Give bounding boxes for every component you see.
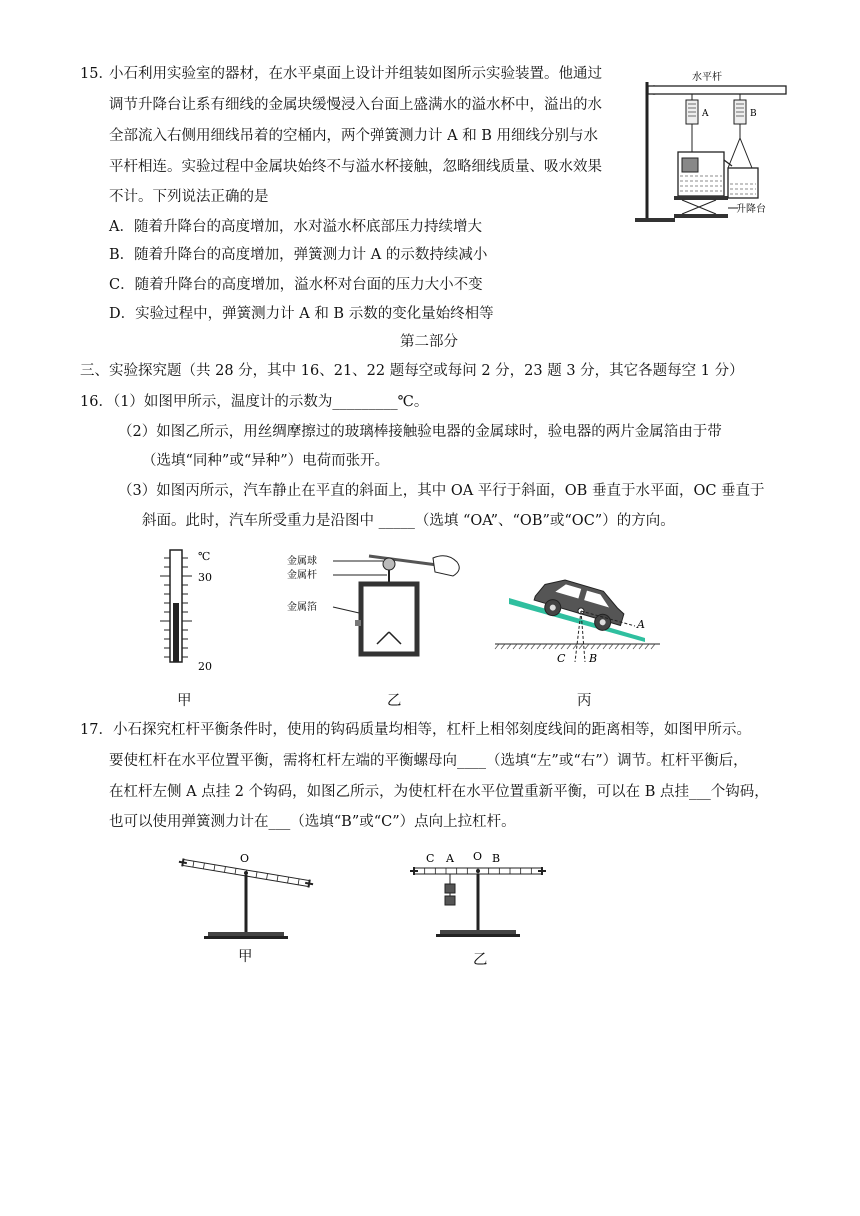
- electroscope-figure: [285, 548, 475, 660]
- q15-line-1: 小石利用实验室的器材，在水平桌面上设计并组装如图所示实验装置。他通过: [109, 66, 602, 82]
- weight-2: [445, 896, 455, 905]
- thermo-tick-20: 20: [198, 660, 212, 673]
- q15-number: 15．: [80, 66, 113, 82]
- fig16-caption-bing: 丙: [577, 693, 592, 709]
- label-foil: 金属箔: [287, 602, 317, 613]
- spring-b-label: B: [750, 109, 757, 119]
- label-b: B: [589, 652, 598, 665]
- q15-line-3: 全部流入右侧用细线吊着的空桶内，两个弹簧测力计 A 和 B 用细线分别与水: [109, 128, 599, 144]
- q17-line-2: 要使杠杆在水平位置平衡，需将杠杆左端的平衡螺母向____（选填“左”或“右”）调节。杠杆平衡后，: [109, 753, 748, 769]
- label-c: C: [557, 652, 566, 665]
- lever-yi-figure: [406, 846, 556, 944]
- q15-line-2: 调节升降台让系有细线的金属块缓慢浸入台面上盛满水的溢水杯中，溢出的水: [109, 97, 602, 113]
- q16-line-4: （3）如图丙所示，汽车静止在平直的斜面上，其中 OA 平行于斜面，OB 垂直于水平面，OC 垂直于: [118, 483, 765, 499]
- q17-line-3: 在杠杆左侧 A 点挂 2 个钩码，如图乙所示，为使杠杆在水平位置重新平衡，可以在 B 点挂___个钩码，: [109, 784, 769, 800]
- q16-line-3: （选填“同种”或“异种”）电荷而张开。: [142, 453, 390, 469]
- q17-line-1: 17．小石探究杠杆平衡条件时，使用的钩码质量均相等，杠杆上相邻刻度线间的距离相等，如图甲所示。: [80, 722, 751, 738]
- q17-line-4: 也可以使用弹簧测力计在___（选填“B”或“C”）点向上拉杠杆。: [109, 814, 516, 830]
- thermometer-figure: [150, 546, 220, 676]
- bar-label: 水平杆: [692, 72, 722, 83]
- label-ball: 金属球: [287, 556, 317, 567]
- label-a: A: [637, 618, 645, 631]
- fig16-caption-yi: 乙: [387, 693, 402, 709]
- lever-yi-label-o: O: [473, 850, 483, 863]
- platform-label: 升降台: [736, 204, 766, 215]
- incline-car-figure: [495, 570, 665, 670]
- q15-option-a: A．随着升降台的高度增加，水对溢水杯底部压力持续增大: [109, 219, 482, 235]
- mercury-column: [173, 603, 179, 662]
- q15-option-d: D．实验过程中，弹簧测力计 A 和 B 示数的变化量始终相等: [109, 306, 494, 322]
- lever-yi-label-a: A: [446, 852, 454, 865]
- lever-yi-label-b: B: [492, 852, 501, 865]
- thermo-tick-30: 30: [198, 571, 212, 584]
- lever-jia-figure: [176, 850, 326, 945]
- q16-line-2: （2）如图乙所示，用丝绸摩擦过的玻璃棒接触验电器的金属球时，验电器的两片金属箔由于带: [118, 424, 722, 440]
- q15-line-5: 不计。下列说法正确的是: [109, 189, 269, 205]
- q15-option-c: C．随着升降台的高度增加，溢水杯对台面的压力大小不变: [109, 277, 483, 293]
- thermo-unit: ℃: [198, 550, 211, 563]
- weight-1: [445, 884, 455, 893]
- section3-title: 三、实验探究题（共 28 分，其中 16、21、22 题每空或每问 2 分，23 题 3 分，其它各题每空 1 分）: [80, 363, 744, 379]
- fig17-caption-yi: 乙: [473, 952, 488, 968]
- fig16-caption-jia: 甲: [177, 693, 192, 709]
- lever-yi-label-c: C: [426, 852, 435, 865]
- q15-option-b: B．随着升降台的高度增加，弹簧测力计 A 的示数持续减小: [109, 247, 488, 263]
- lever-jia-pivot: O: [240, 852, 250, 865]
- q15-line-4: 平杆相连。实验过程中金属块始终不与溢水杯接触，忽略细线质量、吸水效果: [109, 159, 602, 175]
- fig17-caption-jia: 甲: [238, 949, 253, 965]
- label-rod: 金属杆: [287, 570, 317, 581]
- q16-line-5: 斜面。此时，汽车所受重力是沿图中 _____（选填 “OA”、“OB”或“OC”）的方向。: [142, 513, 675, 529]
- part2-title: 第二部分: [400, 334, 458, 350]
- q16-line-1: 16．（1）如图甲所示，温度计的示数为_________℃。: [80, 394, 429, 410]
- q15-apparatus-figure: [630, 68, 790, 228]
- spring-a-label: A: [702, 109, 709, 119]
